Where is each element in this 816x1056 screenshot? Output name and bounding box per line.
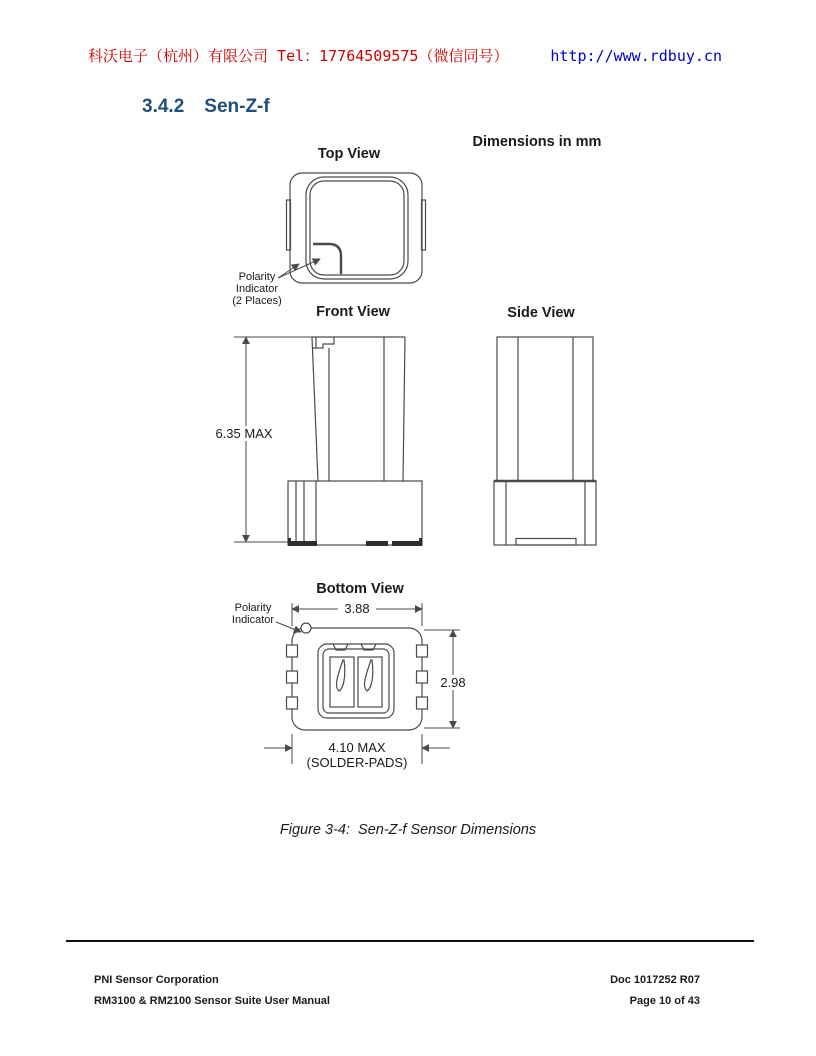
top-polarity-label-line1: Polarity bbox=[238, 271, 276, 283]
section-heading bbox=[142, 96, 270, 118]
castellation bbox=[287, 697, 298, 709]
bottom-polarity-label-line1: Polarity bbox=[234, 602, 272, 614]
header-website-link[interactable]: http://www.rdbuy.cn bbox=[550, 47, 722, 65]
top-polarity-label-line3: (2 Places) bbox=[232, 295, 282, 307]
wire-teardrop-right bbox=[364, 660, 372, 691]
footer-company: PNI Sensor Corporation bbox=[94, 974, 219, 986]
front-view-drawing bbox=[212, 337, 422, 546]
front-body-right-edge bbox=[403, 337, 405, 481]
bottom-polarity-notch bbox=[301, 623, 311, 633]
top-view-face-inner-outline bbox=[310, 181, 404, 275]
bottom-depth-dimension: 2.98 bbox=[440, 675, 466, 690]
front-height-dimension: 6.35 MAX bbox=[215, 426, 273, 441]
page-header bbox=[88, 45, 722, 66]
footer-doc-number: Doc 1017252 R07 bbox=[610, 974, 700, 986]
bottom-polarity-label-line2: Indicator bbox=[231, 614, 275, 626]
solder-pad bbox=[290, 541, 317, 546]
top-view-label: Top View bbox=[317, 146, 381, 162]
footer-page-number: Page 10 of 43 bbox=[629, 995, 700, 1007]
top-view-drawing bbox=[232, 173, 425, 307]
section-title: Sen-Z-f bbox=[204, 96, 270, 117]
sensor-dimensions-figure bbox=[0, 130, 816, 790]
top-view-face-outline bbox=[306, 177, 408, 279]
polarity-callout-arrow-1 bbox=[278, 264, 299, 278]
bottom-core-outline bbox=[318, 644, 394, 718]
front-body-left-edge bbox=[312, 337, 318, 481]
wire-teardrop-left bbox=[336, 660, 344, 691]
bottom-body-outline bbox=[292, 628, 422, 730]
castellation bbox=[417, 671, 428, 683]
polarity-indicator-mark bbox=[313, 244, 341, 274]
page-footer bbox=[94, 970, 700, 1012]
bottom-pads-dimension-line1: 4.10 MAX bbox=[328, 740, 386, 755]
bottom-polarity-callout-arrow bbox=[276, 622, 301, 632]
section-number: 3.4.2 bbox=[142, 96, 185, 117]
bottom-pads-dimension-line2: (SOLDER-PADS) bbox=[306, 755, 408, 770]
side-bottom-pad bbox=[516, 539, 576, 546]
side-body bbox=[497, 337, 593, 481]
side-base bbox=[494, 481, 596, 545]
castellation bbox=[287, 671, 298, 683]
footer-divider bbox=[66, 940, 754, 942]
solder-pad-corner bbox=[419, 538, 422, 546]
side-view-label: Side View bbox=[507, 305, 575, 321]
footer-manual-title: RM3100 & RM2100 Sensor Suite User Manual bbox=[94, 995, 330, 1007]
castellation bbox=[417, 645, 428, 657]
castellation bbox=[287, 645, 298, 657]
bottom-view-drawing bbox=[232, 601, 472, 770]
solder-pad-corner bbox=[288, 538, 291, 546]
units-note: Dimensions in mm bbox=[472, 134, 602, 150]
bottom-view-label: Bottom View bbox=[316, 581, 404, 597]
front-view-label: Front View bbox=[316, 304, 390, 320]
solder-pad bbox=[392, 541, 420, 546]
front-body-step-notch bbox=[313, 337, 334, 348]
castellation bbox=[417, 697, 428, 709]
header-company-text: 科沃电子（杭州）有限公司 Tel：17764509575（微信同号） bbox=[88, 47, 509, 65]
top-polarity-label-line2: Indicator bbox=[235, 283, 279, 295]
bottom-width-dimension: 3.88 bbox=[344, 601, 370, 616]
bottom-core-inner-outline bbox=[323, 649, 389, 713]
front-base bbox=[288, 481, 422, 545]
figure-caption: Figure 3-4: Sen-Z-f Sensor Dimensions bbox=[279, 822, 537, 838]
side-view-drawing bbox=[494, 337, 596, 545]
solder-pad bbox=[366, 541, 388, 546]
